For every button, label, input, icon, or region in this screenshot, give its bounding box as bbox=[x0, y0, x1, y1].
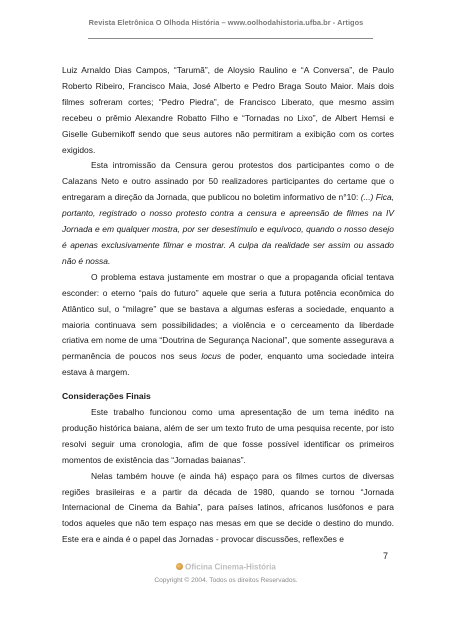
paragraph: Este trabalho funcionou como uma apresentação de um tema inédito na produção histórica baiana, além de ser um texto fruto de uma pesquisa recente, por isto resolvi seguir uma cronologia, afim de que fosse possível identificar os primeiros momentos de existência das “Jornadas baianas”. bbox=[62, 407, 394, 465]
paragraph bbox=[62, 158, 394, 269]
paragraph: Nelas também houve (e ainda há) espaço para os filmes curtos de diversas regiões brasileiras e a partir da década de 1980, quando se tornou “Jornada Internacional de Cinema da Bahia”, para países latinos, africanos lusófonos e para todos aqueles que não tem espaço nas mesas em que se decide o destino do mundo. Este era e ainda é o papel das Jornadas - provocar discussões, reflexões e bbox=[62, 470, 394, 545]
page-number: 7 bbox=[383, 551, 389, 561]
header-divider bbox=[88, 38, 373, 39]
article-body bbox=[62, 63, 394, 548]
paragraph-text: de poder, enquanto uma sociedade inteira estava à margem. bbox=[62, 351, 394, 378]
running-header: Revista Eletrônica O Olhoda História – www.oolhodahistoria.ufba.br - Artigos bbox=[88, 18, 364, 27]
emphasis-text: locus bbox=[201, 351, 222, 362]
page-footer bbox=[0, 558, 452, 584]
film-reel-icon bbox=[176, 563, 183, 570]
footer-brand: Oficina Cinema-História bbox=[185, 562, 276, 572]
quote-text: (...) Fica, portanto, registrado o nosso protesto contra a censura e apreensão de filmes na IV Jornada e em qualquer mostra, por ser desestímulo e equívoco, quando o nosso desejo é apenas exclusivamente filmar e mostrar. A culpa da realidade ser assim ou assado não é nossa. bbox=[62, 192, 395, 266]
section-heading: Considerações Finais bbox=[62, 391, 151, 402]
paragraph-text: O problema estava justamente em mostrar o que a propaganda oficial tentava esconder: o eterno “país do futuro” aquele que seria a futura potência econômica do Atlântico sul, o “milagre” que se bastava a algumas esferas a sociedade, enquanto a maioria continuava sem possibilidades; a violência e o cerceamento da liberdade criativa em nome de uma “Doutrina de Segurança Nacional”, que somente assegurava a permanência de poucos nos seus bbox=[62, 271, 394, 362]
paragraph bbox=[62, 270, 394, 381]
paragraph: Luiz Arnaldo Dias Campos, “Tarumã”, de Aloysio Raulino e “A Conversa”, de Paulo Roberto Ribeiro, Francisco Maia, José Alberto e Pedro Braga Souto Maior. Mais dois filmes sofreram cortes; “Pedro Piedra”, de Francisco Liberato, que mesmo assim recebeu o prêmio Alexandre Robatto Filho e “Tornadas no Lixo”, de Albert Hemsi e Giselle Gubernikoff sendo que seus autores não permitiram a exibição com os cortes exigidos. bbox=[62, 65, 394, 155]
paragraph-text: Esta intromissão da Censura gerou protestos dos participantes como o de Calazans Neto e outro assinado por 50 realizadores participantes do certame que o entregaram a direção da Jornada, que publicou no boletim informativo de n°10: bbox=[62, 160, 394, 203]
footer-copyright: Copyright © 2004. Todos os direitos Reservados. bbox=[154, 577, 298, 584]
